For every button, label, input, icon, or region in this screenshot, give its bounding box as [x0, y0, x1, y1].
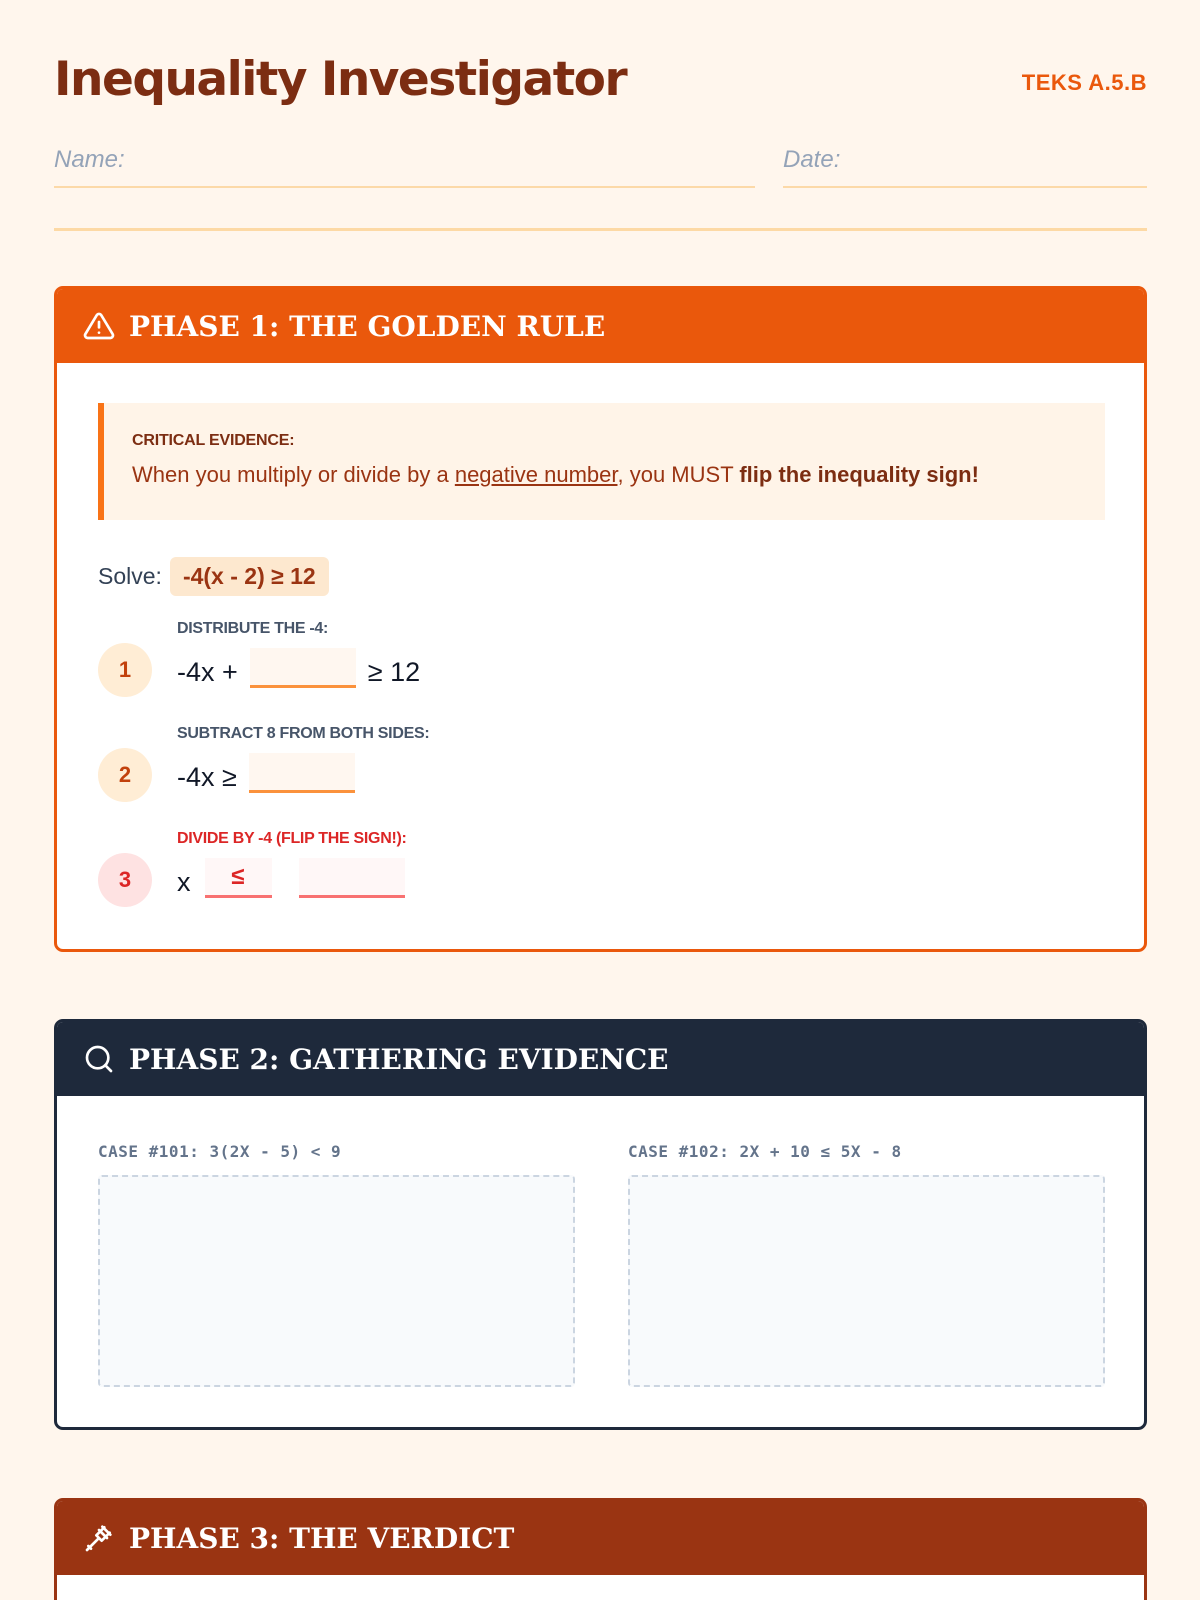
answer-blank[interactable]: [299, 858, 405, 898]
warning-triangle-icon: [83, 310, 115, 342]
step-instruction: DISTRIBUTE THE -4:: [177, 620, 329, 637]
step-number: 2: [98, 748, 152, 802]
case-102-work-area[interactable]: [628, 1175, 1105, 1387]
case-101-label: CASE #101: 3(2X - 5) < 9: [98, 1142, 342, 1161]
evidence-label: CRITICAL EVIDENCE:: [132, 432, 295, 449]
phase2-card: [54, 1019, 1147, 1430]
date-label: Date:: [783, 146, 841, 173]
header-divider: [54, 228, 1147, 231]
step-3: [98, 830, 417, 907]
phase3-header: [57, 1501, 1144, 1575]
step-2: [98, 725, 429, 802]
name-field[interactable]: [54, 140, 755, 188]
step-number: 1: [98, 643, 152, 697]
answer-blank[interactable]: [249, 753, 355, 793]
gavel-icon: [83, 1522, 115, 1554]
date-field[interactable]: [783, 140, 1147, 188]
step-expression: -4x +: [177, 657, 238, 687]
phase2-title: PHASE 2: GATHERING EVIDENCE: [129, 1042, 669, 1076]
solve-label: Solve:: [98, 563, 162, 589]
phase1-header: [57, 289, 1144, 363]
phase3-title: PHASE 3: THE VERDICT: [129, 1521, 515, 1555]
solve-equation: -4(x - 2) ≥ 12: [170, 557, 329, 596]
step-expression-right: ≥ 12: [367, 657, 421, 687]
evidence-text: When you multiply or divide by a negative number, you MUST flip the inequality sign!: [132, 462, 979, 487]
answer-blank[interactable]: [250, 648, 356, 688]
critical-evidence-box: [98, 403, 1105, 520]
evidence-underline: negative number: [454, 462, 618, 487]
step-expression: x: [177, 867, 191, 897]
page-title: Inequality Investigator: [54, 52, 627, 107]
phase3-card: [54, 1498, 1147, 1600]
step-instruction: DIVIDE BY -4 (FLIP THE SIGN!):: [177, 830, 407, 847]
standard-badge: TEKS A.5.B: [1021, 70, 1147, 95]
magnifier-icon: [83, 1043, 115, 1075]
phase2-header: [57, 1022, 1144, 1096]
phase1-card: [54, 286, 1147, 952]
step-instruction: SUBTRACT 8 FROM BOTH SIDES:: [177, 725, 430, 742]
solve-prompt: [98, 557, 329, 596]
phase1-title: PHASE 1: THE GOLDEN RULE: [129, 309, 606, 343]
step-1: [98, 620, 420, 697]
evidence-bold: flip the inequality sign!: [739, 462, 979, 487]
case-102-label: CASE #102: 2X + 10 ≤ 5X - 8: [628, 1142, 902, 1161]
flipped-sign-field[interactable]: ≤: [205, 858, 272, 898]
step-expression: -4x ≥: [177, 762, 237, 792]
step-number: 3: [98, 853, 152, 907]
case-101-work-area[interactable]: [98, 1175, 575, 1387]
name-label: Name:: [54, 146, 125, 173]
